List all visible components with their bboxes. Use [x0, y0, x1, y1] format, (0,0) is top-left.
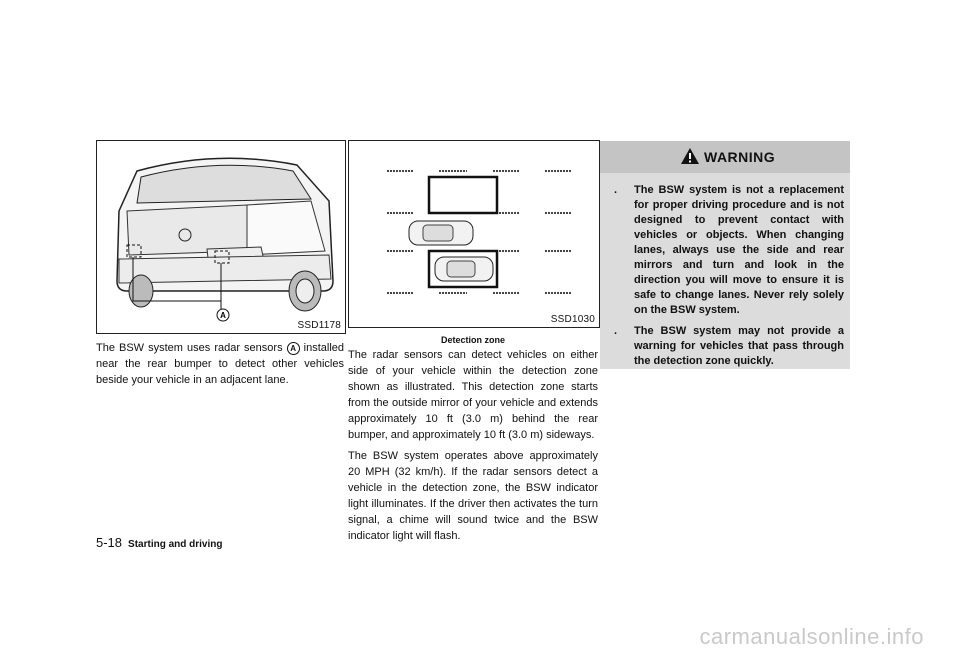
figure-code: SSD1178 [297, 320, 341, 331]
figure-marker-a: A [220, 311, 226, 320]
figure-code: SSD1030 [550, 314, 595, 325]
adjacent-vehicle [409, 221, 473, 245]
warning-header [600, 141, 850, 173]
detection-zone-diagram [349, 141, 599, 327]
marker-a-badge: A [287, 342, 300, 355]
figure-detection-zone [348, 140, 600, 328]
paragraph: The BSW system operates above approximately 20 MPH (32 km/h). If the radar sensors detect a vehicle in the detection zone, the BSW indicator light illuminates. If the driver then activates the turn signal, a chime will sound twice and the BSW indicator light will flash. [348, 450, 598, 542]
warning-list [612, 183, 844, 375]
page-number: 5-18 [96, 535, 123, 550]
watermark: carmanualsonline.info [699, 624, 924, 649]
own-vehicle [435, 257, 493, 281]
warning-triangle-icon [680, 147, 700, 165]
figure-minivan-rear [96, 140, 346, 334]
page-footer [96, 535, 222, 550]
figure-caption: Detection zone [440, 335, 505, 345]
paragraph: The radar sensors can detect vehicles on either side of your vehicle within the detection zone shown as illustrated. This detection zone starts from the outside mirror of your vehicle and extends approximately 10 ft (3.0 m) behind the rear bumper, and approximately 10 ft (3.0 m) sideways. [348, 349, 598, 441]
minivan-illustration [97, 141, 345, 333]
warning-item: . The BSW system is not a replacement for proper driving procedure and is not designed to prevent contact with vehicles or objects. When changing lanes, always use the side and rear mirrors and turn and look in the direction you will move to ensure it is safe to change lanes. Never rely solely on the BSW system. [614, 184, 844, 316]
warning-title: WARNING [704, 149, 776, 165]
warning-item: . The BSW system may not provide a warning for vehicles that pass through the detection zone quickly. [614, 325, 844, 367]
body-text-column-1 [96, 340, 344, 393]
paragraph: The BSW system uses radar sensors A installed near the rear bumper to detect other vehicles beside your vehicle in an adjacent lane. [96, 342, 344, 386]
detection-zone-box [429, 177, 497, 213]
body-text-column-2 [348, 347, 598, 549]
section-title: Starting and driving [128, 539, 223, 550]
warning-box [600, 141, 850, 369]
